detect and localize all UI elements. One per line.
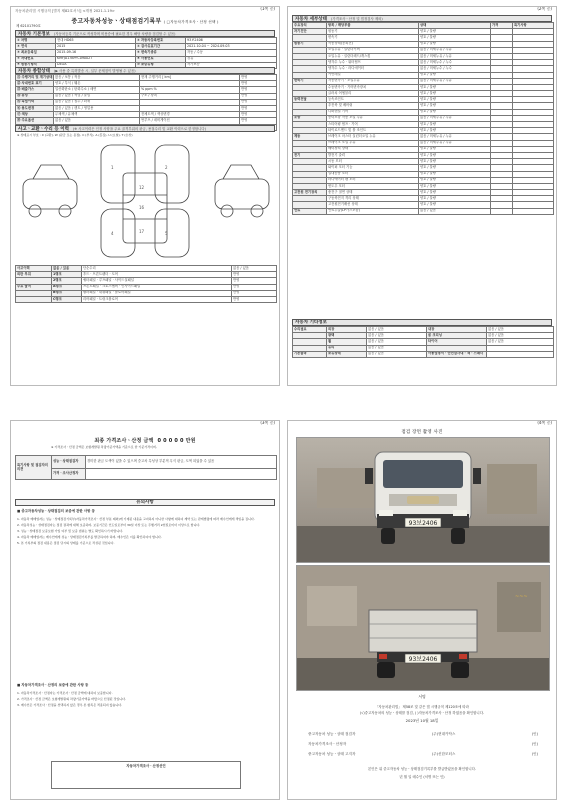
row-value: 양호 / 불량 xyxy=(419,29,491,35)
row-value: 구조 / 장치 xyxy=(140,93,240,99)
row-value: 현재 주행거리 [ km] xyxy=(140,75,240,81)
row-value: 클러치 어셈블리 xyxy=(327,91,419,97)
row-value: 썬루프 / 네비게이션 xyxy=(140,118,240,124)
row-value: 실내송풍 모터 xyxy=(327,171,419,177)
row-value: 타이로드엔드 및 볼 조인트 xyxy=(327,128,419,134)
row-value: 반영 xyxy=(232,284,277,290)
row-value xyxy=(491,208,513,214)
row-value: % ppm % xyxy=(140,87,240,93)
special-remarks-label: 특기사항 및 점검자의 의견 xyxy=(16,456,52,480)
record-page-4 xyxy=(287,420,557,800)
signature-row xyxy=(308,739,538,749)
table-row xyxy=(293,351,554,357)
row-value: 커먼레일 xyxy=(327,72,419,78)
row-value: 쿼터패널 · 루프패널 · 사이드실패널 xyxy=(82,278,232,284)
row-value: 없음 / 미세누유 / 누유 xyxy=(419,53,491,59)
row-value: 양호 / 부식 / 훼손 xyxy=(54,81,140,87)
row-label: 외판 부위 xyxy=(16,272,52,278)
svg-text:2: 2 xyxy=(165,165,168,170)
row-value: 양호 / 불량 xyxy=(419,41,491,47)
row-value: 없음 / 있음 xyxy=(232,266,277,272)
price-notice-list xyxy=(17,691,273,709)
row-value: 충전구 절연 상태 xyxy=(327,190,419,196)
row-label: 룸 크리닝 xyxy=(427,333,487,339)
svg-text:1: 1 xyxy=(111,165,114,170)
row-value: 냉각수 누수 · 워터펌프 xyxy=(327,60,419,66)
row-value: 디퍼렌셜 기어 xyxy=(327,109,419,115)
front-plate-text: 93보2406 xyxy=(408,520,438,527)
vehicle-damage-diagram xyxy=(19,139,273,261)
record-page-3 xyxy=(10,420,280,800)
row-value: 브레이크 마스터 실린더오일 누유 xyxy=(327,134,419,140)
row-value: 등속조인트 xyxy=(327,97,419,103)
record-page-1 xyxy=(10,6,280,386)
row-value: 반영 xyxy=(240,112,277,118)
row-value: 추진축 및 베어링 xyxy=(327,103,419,109)
row-label: ⑮ 특별이력 xyxy=(16,99,54,105)
table-row xyxy=(293,208,554,214)
notice-item: 4. 자동차 매매업자는 매수인에게 성능ㆍ상태점검기록부를 발급하여야 하며, 매수인은 이를 확인하여야 합니다. xyxy=(17,535,162,539)
row-label: 고전원 전기장치 xyxy=(293,190,327,196)
row-value: 없음 / 있음 / 침수 / 화재 xyxy=(54,99,140,105)
svg-text:4: 4 xyxy=(111,231,114,236)
row-value: 자동변속기 · 오일누유 xyxy=(327,78,419,84)
page-number: (4쪽 중) xyxy=(537,420,552,425)
row-label: 1랭크 xyxy=(52,272,82,278)
row-label: C랭크 xyxy=(52,296,82,302)
row-value: 없음 / 있음 xyxy=(367,327,427,333)
row-label: 타이어 xyxy=(427,339,487,345)
notice-item: 1. 자동차가격조사ㆍ산정자는 가격조사ㆍ산정 금액에 대하여 보증합니다. xyxy=(17,691,113,695)
row-value: 93보2406 xyxy=(186,38,277,44)
row-value: 리어패널 · 트렁크플로어 xyxy=(82,296,232,302)
rear-truck-image xyxy=(297,566,549,690)
row-value: 와이퍼 모터 기능 xyxy=(327,165,419,171)
legal-statement-1: 「자동차관리법」 제58조 및 같은 법 시행규칙 제120조에 따라 xyxy=(375,705,469,709)
row-label: ⑪ 주행거리 및 계기상태 xyxy=(16,75,54,81)
row-value: 자가보증 xyxy=(186,62,277,68)
row-label xyxy=(16,296,52,302)
row-value: 양호 / 불량 xyxy=(419,183,491,189)
row-value: 반영 xyxy=(232,278,277,284)
row-value: 수동변속기 · 기어변속장치 xyxy=(327,84,419,90)
row-value: 필러패널 · 대쉬패널 · 플로어패널 xyxy=(82,290,232,296)
signer-role: 중고자동차 성능ㆍ상태 고지자 xyxy=(308,752,356,756)
page-number: (1쪽 중) xyxy=(260,6,275,11)
signature-row xyxy=(308,729,538,739)
notice-list xyxy=(17,517,273,547)
row-label: 기본품목 xyxy=(293,351,327,357)
signer-role: 자동차가격조사ㆍ산정자 xyxy=(308,742,347,746)
record-page-2 xyxy=(287,6,557,386)
price-note: ※ 가격조사ㆍ산정 금액은 보험개발원 차량기준가액을 기준으로 한 기준가격이며, xyxy=(51,445,157,449)
page-number: (2쪽 중) xyxy=(537,6,552,11)
row-value xyxy=(487,351,554,357)
row-value: 자동 / 수동 xyxy=(186,50,277,56)
row-value: 현대 HD65 xyxy=(56,38,136,44)
row-value: 양호 / 불량 xyxy=(419,190,491,196)
row-label: 수리필요 xyxy=(293,327,327,333)
row-value: 없음 / 있음 / 렌트 / 영업용 xyxy=(54,105,140,111)
row-value: 2015-09-16 xyxy=(56,50,136,56)
final-price-amount: 0 0 0 0 0 만원 xyxy=(157,438,196,444)
row-value: 반영 xyxy=(240,93,277,99)
row-label: ⑰ 색상 xyxy=(16,112,54,118)
row-value: 양호 / 불량 xyxy=(419,146,491,152)
accident-heading: 사고ㆍ교환ㆍ수리 등 이력 (※ 사고이력은 인정 사항을 주요 골격부위의 판금, 용접수리 및 교환 이력으로 한정합니다) xyxy=(15,125,275,132)
row-value: 고전원전기배선 상태 xyxy=(327,202,419,208)
record-number: 제 62101790호 xyxy=(16,24,41,28)
seal-mark: (인) xyxy=(531,752,538,756)
row-label: ⑯ 용도변경 xyxy=(16,105,54,111)
row-value: 없음 / 미세누유 / 누유 xyxy=(419,134,491,140)
other-info-table xyxy=(292,326,554,358)
svg-text:17: 17 xyxy=(139,229,145,234)
page-number: (3쪽 중) xyxy=(260,420,275,425)
row-value: 없음 / 미세누유 / 누유 xyxy=(419,47,491,53)
row-value: 반영 xyxy=(232,272,277,278)
row-label: ① 차명 xyxy=(16,38,56,44)
row-label: ⑩ 보증유형 xyxy=(136,62,186,68)
row-value: 없음 / 미세누유 / 누유 xyxy=(419,78,491,84)
row-value: 없음 / 있음 xyxy=(367,351,427,357)
notice-item: 2. 자동차성능ㆍ상태점검자는 점검 결과에 대해 보증하며, 보증기간은 인도일로부터 30일 이상 또는 주행거리 2천킬로미터 이상으로 합니다. xyxy=(17,523,201,527)
row-value: 양호 / 불량 xyxy=(419,152,491,158)
row-label: 조향 xyxy=(293,115,327,121)
row-value: 양호 / 불량 xyxy=(419,122,491,128)
row-label: 내장 xyxy=(427,327,487,333)
row-label: 자기진단 xyxy=(293,29,327,35)
signature-row xyxy=(308,749,538,759)
row-value: 전체도색 / 색상변경 xyxy=(140,112,240,118)
row-value: 라디에이터 팬 모터 xyxy=(327,177,419,183)
row-value: 반영 xyxy=(240,105,277,111)
receipt-date: 년 월 일 매수인 (서명 또는 인) xyxy=(399,775,445,779)
svg-text:16: 16 xyxy=(139,205,145,210)
row-value: KMFJA17BPFC090027 xyxy=(56,56,136,62)
row-label: 원동기 xyxy=(293,41,327,47)
row-label: 보유상태 xyxy=(327,351,367,357)
row-value: 양호 / 불량 xyxy=(419,103,491,109)
row-value: 없음 / 있음 xyxy=(419,208,491,214)
receipt-statement: 본인은 위 중고자동차 성능ㆍ상태점검기록부를 발급받았음을 확인합니다. xyxy=(367,767,476,771)
row-value xyxy=(513,208,554,214)
row-label: ⑦ 차대번호 xyxy=(16,56,56,62)
row-value: 양호 / 불량 xyxy=(419,109,491,115)
row-value: 양호 / 불량 xyxy=(419,91,491,97)
row-value: 반영 xyxy=(232,296,277,302)
rear-vehicle-photo xyxy=(296,565,550,691)
row-label: ⑭ 튜닝 xyxy=(16,93,54,99)
row-value: 발전기 출력 xyxy=(327,152,419,158)
front-truck-image xyxy=(297,438,549,562)
row-value: 양호 / 불량 xyxy=(419,84,491,90)
row-label: 2랭크 xyxy=(52,278,82,284)
row-label: ⑥ 변속기종류 xyxy=(136,50,186,56)
notice-item: 1. 자동차 매매업자는 성능ㆍ상태점검기록부(자동차가격조사ㆍ산정 부분 제외)에 기재된 내용을 고지하지 아니한 사항에 대하여 계약 또는 관계법령에 따라 매수인에게 책임을 집니다. xyxy=(17,517,255,521)
row-value: 없음 / 미세누유 / 누유 xyxy=(419,115,491,121)
row-value: 양호 / 불량 xyxy=(419,72,491,78)
basic-info-table xyxy=(15,37,277,69)
row-value: 후드 · 프론트펜더 · 도어 xyxy=(82,272,232,278)
row-label: ③ 연식 xyxy=(16,44,56,50)
column-header: 상태 xyxy=(419,23,491,29)
row-value: 냉각수 누수 · 라디에이터 xyxy=(327,66,419,72)
issue-date: 2023년 10월 18일 xyxy=(405,718,439,723)
row-label: 변속기 xyxy=(293,78,327,84)
notice-item: 3. 매수인은 가격조사ㆍ산정을 선택하지 않은 경우 본 항목은 적용되지 않습니다. xyxy=(17,703,123,707)
rear-plate-text: 93보2406 xyxy=(408,656,438,663)
row-value: 많음 / 보통 / 적음 xyxy=(54,75,140,81)
row-label: ⑤ 최초등록일 xyxy=(16,50,56,56)
row-value: 변속기 xyxy=(327,35,419,41)
row-label: ⑧ 사용연료 xyxy=(136,56,186,62)
row-label: B랭크 xyxy=(52,290,82,296)
status-legend: ※ 상태표시 부호 : X (교환), W (판금 또는 용접), C (부식), A (흠집), U (요철), T (손상) xyxy=(17,133,133,137)
row-value: D4GA xyxy=(56,62,136,68)
appraiser-opinion xyxy=(86,469,277,480)
row-value: 작동상태(공회전) xyxy=(327,41,419,47)
row-label: 유리 xyxy=(327,345,367,351)
row-value: 반영 xyxy=(240,87,277,93)
row-label: 없음 / 있음 xyxy=(52,266,82,272)
row-value: 양호 / 불량 xyxy=(419,35,491,41)
notice-heading: 유의사항 xyxy=(15,499,275,506)
price-declaration-box: 자동차가격조사ㆍ산정선언 xyxy=(51,761,241,789)
row-value: 반영 xyxy=(240,81,277,87)
row-value: 없음 / 미세누수 / 누수 xyxy=(419,66,491,72)
row-label: 사용설명서 · 안전삼각대 · 잭 · 스패너 xyxy=(427,351,487,357)
row-label: ⑨ 원동기형식 xyxy=(16,62,56,68)
svg-text:12: 12 xyxy=(139,185,145,190)
notice-item: 2. 가격조사ㆍ산정 금액은 보험개발원의 차량기준가액을 바탕으로 산정된 것입니다. xyxy=(17,697,127,701)
signer-name: (주)신한모터스 xyxy=(431,752,456,756)
row-label: ⑫ 차대번호 표기 xyxy=(16,81,54,87)
row-value: 브레이크 오일 누유 xyxy=(327,140,419,146)
signer-name: (주)현대카닥스 xyxy=(431,732,456,736)
row-value: 연료누출(LP가스포함) xyxy=(327,208,419,214)
row-value: 없음 / 있음 xyxy=(367,345,427,351)
signer-role: 중고자동차 성능ㆍ상태 점검자 xyxy=(308,732,356,736)
row-value: 양호 / 불량 xyxy=(419,196,491,202)
row-value: 양호 / 불량 xyxy=(419,128,491,134)
page-title xyxy=(11,16,279,25)
row-value: 없음 / 있음 xyxy=(487,327,554,333)
row-label: 휠 xyxy=(327,339,367,345)
row-label: 전기 xyxy=(293,152,327,158)
row-value: 무채색 / 유채색 xyxy=(54,112,140,118)
special-remarks-table: 특기사항 및 점검자의 의견 성능ㆍ상태점검자 경미한 판금 도색이 있을 수 있으며 중고차 특성상 부분적 무식 판금, 도색 되었을 수 있음 가격ㆍ조사산정자 xyxy=(15,455,277,480)
title-main: 중고자동차성능ㆍ상태점검기록부 xyxy=(71,18,162,25)
row-label: 광택 xyxy=(327,333,367,339)
photo-section-title: 점검 장면 촬영 사진 xyxy=(401,430,443,435)
row-value: 없음 / 있음 xyxy=(54,118,140,124)
signature-block xyxy=(308,729,538,759)
seal-mark: (인) xyxy=(531,732,538,736)
row-value: 반영 xyxy=(232,290,277,296)
row-label: 제동 xyxy=(293,134,327,140)
seal-mark: (인) xyxy=(531,742,538,746)
general-status-heading: 자동차 종합상태 (▶ 사용 중 특허발송 시, 일부 문제점이 발생될 수 있음) xyxy=(15,67,275,74)
row-value: 양호 / 불량 xyxy=(419,159,491,165)
notice-warranty-title: ■ 중고자동차성능ㆍ상태점검의 보증에 관한 사항 등 xyxy=(17,509,95,513)
final-price-title: 최종 가격조사ㆍ산정 금액 0 0 0 0 0 만원 xyxy=(94,438,196,444)
row-value: 없음 / 있음 xyxy=(487,333,554,339)
row-value: 없음 / 미세누수 / 누수 xyxy=(419,60,491,66)
row-value: 없음 / 있음 xyxy=(367,333,427,339)
row-value: 원동기 xyxy=(327,29,419,35)
detail-status-heading: 자동차 세부상태 (가격조사ㆍ산정 및 법정검사 제외) xyxy=(292,15,552,22)
row-value: 윈도우 모터 xyxy=(327,183,419,189)
basic-info-heading: 자동차 기본정보 (자동차등록 기준으로 작성하며 비용증에 필요한 경우 해당 차량을 점검할 수 있음) xyxy=(15,30,275,37)
front-vehicle-photo xyxy=(296,437,550,563)
svg-text:5: 5 xyxy=(165,231,168,236)
form-header: 자동차관리법 시행규칙 [별지 제82호서식] <개정 2021.1.19> xyxy=(15,9,115,13)
row-label: 동력전달 xyxy=(293,97,327,103)
row-label: A랭크 xyxy=(52,284,82,290)
row-value: 없음 / 있음 xyxy=(487,339,554,345)
row-value: 양호 / 불량 xyxy=(419,97,491,103)
inspector-opinion: 경미한 판금 도색이 있을 수 있으며 중고차 특성상 부분적 무식 판금, 도색 되었을 수 있음 xyxy=(86,456,277,469)
column-header: 특기사항 xyxy=(513,23,554,29)
row-value: 반영 xyxy=(240,75,277,81)
row-value: 양호 / 불량 xyxy=(419,165,491,171)
row-label: ⑬ 배출가스 xyxy=(16,87,54,93)
row-label: 연료 xyxy=(293,208,327,214)
title-sub: ( □자동차가격조사ㆍ산정 선택 ) xyxy=(163,20,219,24)
row-value: 배력장치 상태 xyxy=(327,146,419,152)
row-value: 없음 / 미세누유 / 누유 xyxy=(419,140,491,146)
notice-item: 3. 성능ㆍ상태점검 보증보험 가입 여부 및 보증 범위는 별도 확인하시기 바랍니다. xyxy=(17,529,124,533)
detail-status-table xyxy=(292,22,554,215)
row-value: 반영 xyxy=(240,99,277,105)
table-row xyxy=(16,296,277,302)
row-value: 프론트패널 · 크로스멤버 · 인사이드패널 xyxy=(82,284,232,290)
row-value: 없음 / 있음 / 적법 / 불법 xyxy=(54,93,140,99)
legal-statement-2: (√)중고자동차의 성능ㆍ상태를 점검, ( )자동차가격조사ㆍ산정 하였음을 확인합니다. xyxy=(359,711,485,715)
row-value: 양호 / 불량 xyxy=(419,202,491,208)
row-value: 2015 xyxy=(56,44,136,50)
row-label: ④ 검사유효기간 xyxy=(136,44,186,50)
row-value: 반영 xyxy=(240,118,277,124)
notice-item: 5. 본 기록부의 점검 내용은 점검 당시의 상태를 기준으로 작성된 것입니다. xyxy=(17,541,115,545)
svg-text:~~~: ~~~ xyxy=(515,594,528,600)
accident-table xyxy=(15,265,277,303)
row-value: 오일누유 · 실린더커버 xyxy=(327,47,419,53)
row-value: 구동축전지 격리 상태 xyxy=(327,196,419,202)
row-value: 일산화탄소 / 탄화수소 / 매연 xyxy=(54,87,140,93)
row-value: 오일누유 · 실린더헤드/개스킷 xyxy=(327,53,419,59)
notice-price-title: ■ 자동차가격조사ㆍ산정의 보증에 관한 사항 등 xyxy=(17,683,89,687)
row-value: 없음 / 있음 xyxy=(367,339,427,345)
other-info-heading: 자동차 기타정보 xyxy=(292,319,552,326)
row-value: 시동 모터 xyxy=(327,159,419,165)
row-value: 양호 / 불량 xyxy=(419,177,491,183)
signature-caption: 서명 xyxy=(418,694,426,699)
row-value: 단순수리 xyxy=(82,266,232,272)
row-value: 스티어링 펌프 · 기어 xyxy=(327,122,419,128)
row-label: 주요 골격 xyxy=(16,284,52,290)
column-header: 주요장치 xyxy=(293,23,327,29)
row-value: 양호 / 불량 xyxy=(419,171,491,177)
row-value: 2021.10.04 ~ 2024.09.03 xyxy=(186,44,277,50)
row-label: ② 자동차등록번호 xyxy=(136,38,186,44)
row-label: 사고이력 xyxy=(16,266,52,272)
row-label: 외장 xyxy=(327,327,367,333)
row-value: 동력조향 작동 오일 누유 xyxy=(327,115,419,121)
column-header: 항목 / 해당부품 xyxy=(327,23,419,29)
column-header: 가격 xyxy=(491,23,513,29)
general-status-table xyxy=(15,74,277,131)
row-label: ⑱ 주요옵션 xyxy=(16,118,54,124)
row-value: 경유 xyxy=(186,56,277,62)
